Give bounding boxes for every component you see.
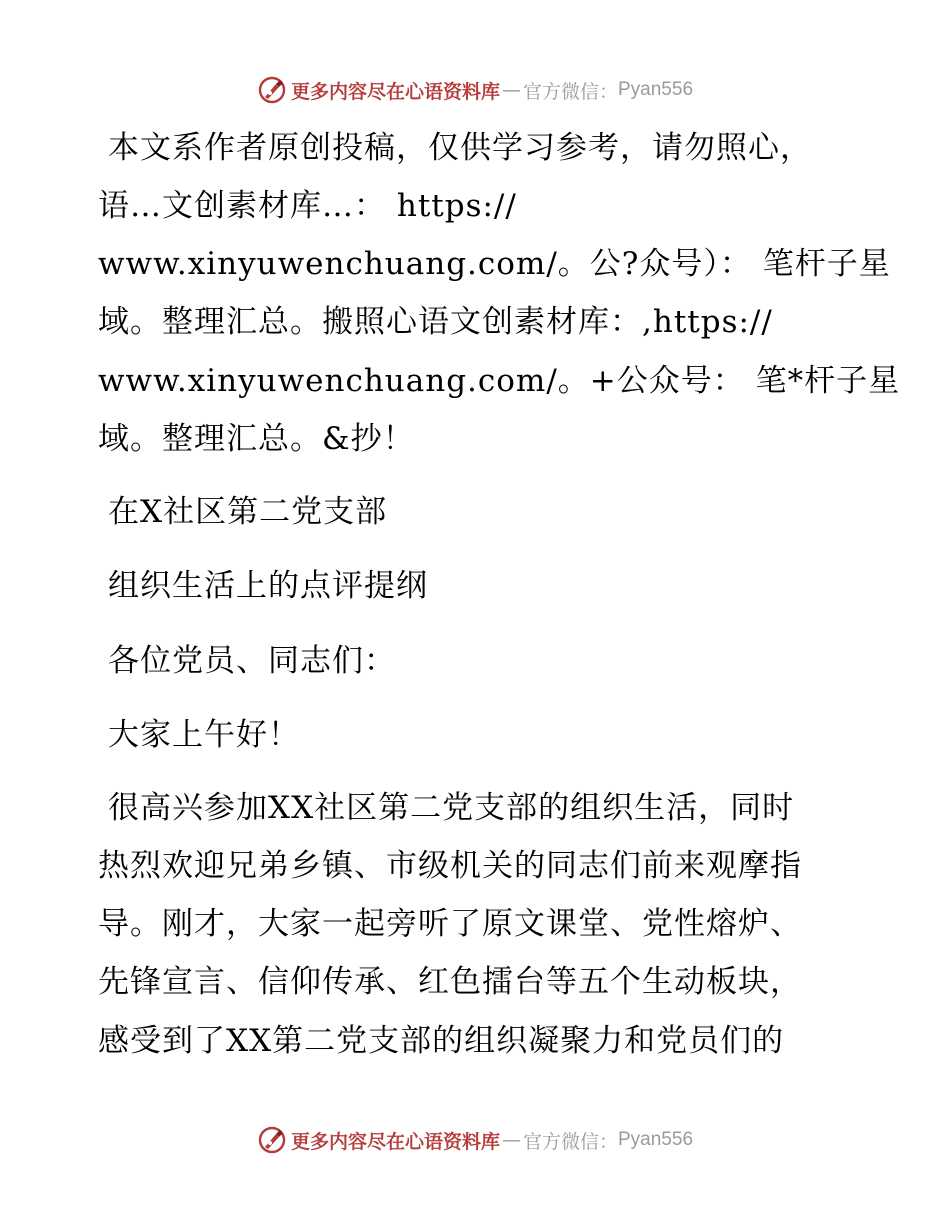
banner-text: 更多内容尽在心语资料库 — [290, 80, 500, 103]
notice-line: 域。整理汇总。&抄！ — [98, 421, 415, 457]
paragraph-line: 热烈欢迎兄弟乡镇、市级机关的同志们前来观摩指 — [98, 848, 802, 884]
banner-text: 更多内容尽在心语资料库 — [290, 1130, 500, 1153]
salutation: 各位党员、同志们： — [108, 643, 396, 679]
pen-logo-icon — [257, 1125, 287, 1155]
notice-line: 域。整理汇总。搬照心语文创素材库：,https:// — [98, 304, 773, 340]
notice-line: www.xinyuwenchuang.com/。公?众号）： 笔杆子星 — [98, 246, 891, 282]
pen-logo-icon — [257, 75, 287, 105]
paragraph-line: 很高兴参加XX社区第二党支部的组织生活，同时 — [108, 790, 795, 826]
footer-banner — [0, 1122, 950, 1158]
paragraph-line: 导。刚才，大家一起旁听了原文课堂、党性熔炉、 — [98, 906, 802, 942]
notice-line: 本文系作者原创投稿，仅供学习参考，请勿照心， — [108, 130, 812, 166]
document-title: 在X社区第二党支部 — [108, 494, 388, 530]
document-subtitle: 组织生活上的点评提纲 — [108, 568, 428, 604]
notice-line: www.xinyuwenchuang.com/。+公众号： 笔*杆子星 — [98, 363, 901, 399]
header-banner — [0, 72, 950, 108]
banner-wechat-id: Pyan556 — [618, 79, 694, 100]
banner-wechat-label: 官方微信： — [522, 1130, 618, 1153]
paragraph-line: 感受到了XX第二党支部的组织凝聚力和党员们的 — [98, 1023, 785, 1059]
banner-wechat-id: Pyan556 — [618, 1129, 694, 1150]
greeting: 大家上午好！ — [108, 717, 300, 753]
paragraph-line: 先锋宣言、信仰传承、红色擂台等五个生动板块， — [98, 964, 802, 1000]
banner-dash: — — [501, 1129, 521, 1151]
notice-line: 语…文创素材库…： https:// — [98, 188, 517, 224]
banner-wechat-label: 官方微信： — [522, 80, 618, 103]
banner-dash: — — [501, 79, 521, 101]
